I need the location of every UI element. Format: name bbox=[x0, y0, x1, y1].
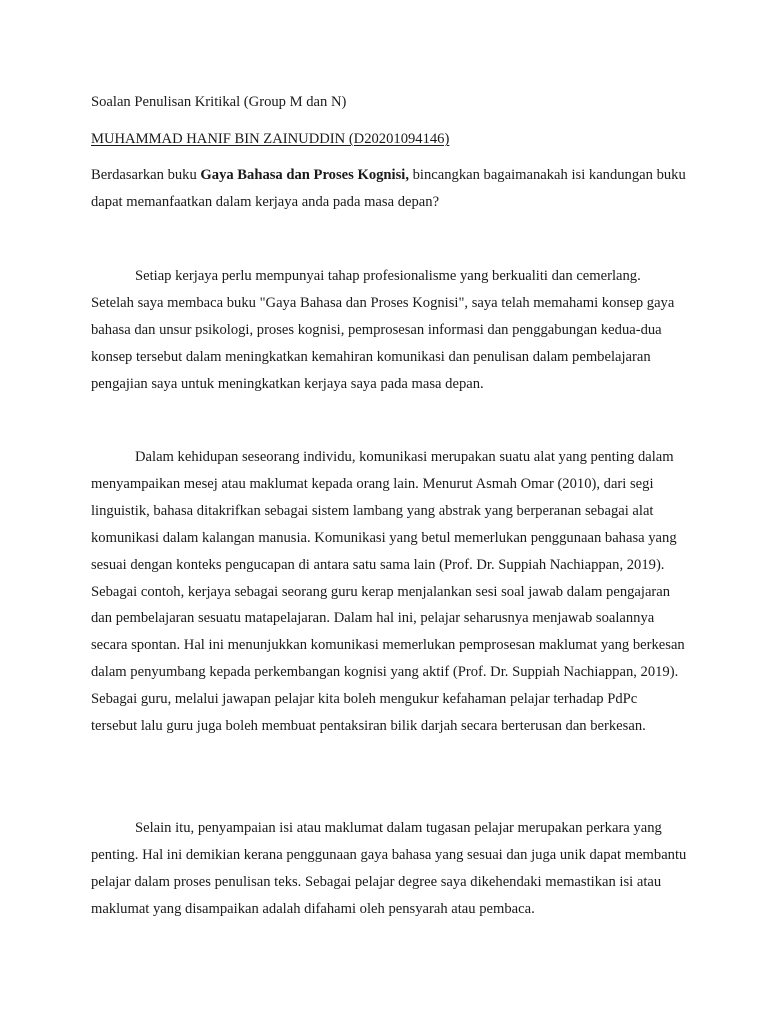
document-header-line: Soalan Penulisan Kritikal (Group M dan N) bbox=[91, 94, 347, 110]
book-title: Gaya Bahasa dan Proses Kognisi, bbox=[200, 167, 409, 183]
body-paragraph-2: Dalam kehidupan seseorang individu, komunikasi merupakan suatu alat yang penting dalam menyampaikan mesej atau maklumat kepada orang lain. Menurut Asmah Omar (2010), dari segi linguistik, bahasa ditakrifkan sebagai sistem lambang yang abstrak yang berperanan sebagai alat komunikasi dalam kalangan manusia. Komunikasi yang betul memerlukan penggunaan bahasa yang sesuai dengan konteks pengucapan di antara satu sama lain (Prof. Dr. Suppiah Nachiappan, 2019). Sebagai contoh, kerjaya sebagai seorang guru kerap menjalankan sesi soal jawab dalam pengajaran dan pembelajaran sesuatu matapelajaran. Dalam hal ini, pelajar seharusnya menjawab soalannya secara spontan. Hal ini menunjukkan komunikasi memerlukan pemprosesan maklumat yang berkesan dalam penyumbang kepada perkembangan kognisi yang aktif (Prof. Dr. Suppiah Nachiappan, 2019). Sebagai guru, melalui jawapan pelajar kita boleh mengukur kefahaman pelajar terhadap PdPc tersebut lalu guru juga boleh membuat pentaksiran bilik darjah secara berterusan dan berkesan. bbox=[91, 449, 685, 735]
question-prefix: Berdasarkan buku bbox=[91, 167, 201, 183]
question-suffix: bincangkan bagaimanakah isi kandungan buku dapat memanfaatkan dalam kerjaya anda pada masa depan? bbox=[91, 167, 686, 210]
question-paragraph bbox=[91, 162, 687, 216]
body-paragraph-1: Setiap kerjaya perlu mempunyai tahap profesionalisme yang berkualiti dan cemerlang. Setelah saya membaca buku "Gaya Bahasa dan Proses Kognisi", saya telah memahami konsep gaya bahasa dan unsur psikologi, proses kognisi, pemprosesan informasi dan penggabungan kedua-dua konsep tersebut dalam meningkatkan kemahiran komunikasi dan penulisan dalam pembelajaran pengajian saya untuk meningkatkan kerjaya saya pada masa depan. bbox=[91, 268, 675, 392]
body-paragraph-3: Selain itu, penyampaian isi atau maklumat dalam tugasan pelajar merupakan perkara yang penting. Hal ini demikian kerana penggunaan gaya bahasa yang sesuai dan juga unik dapat membantu pelajar dalam proses penulisan teks. Sebagai pelajar degree saya dikehendaki memastikan isi atau maklumat yang disampaikan adalah difahami oleh pensyarah atau pembaca. bbox=[91, 820, 687, 917]
author-line: MUHAMMAD HANIF BIN ZAINUDDIN (D20201094146) bbox=[91, 131, 450, 147]
